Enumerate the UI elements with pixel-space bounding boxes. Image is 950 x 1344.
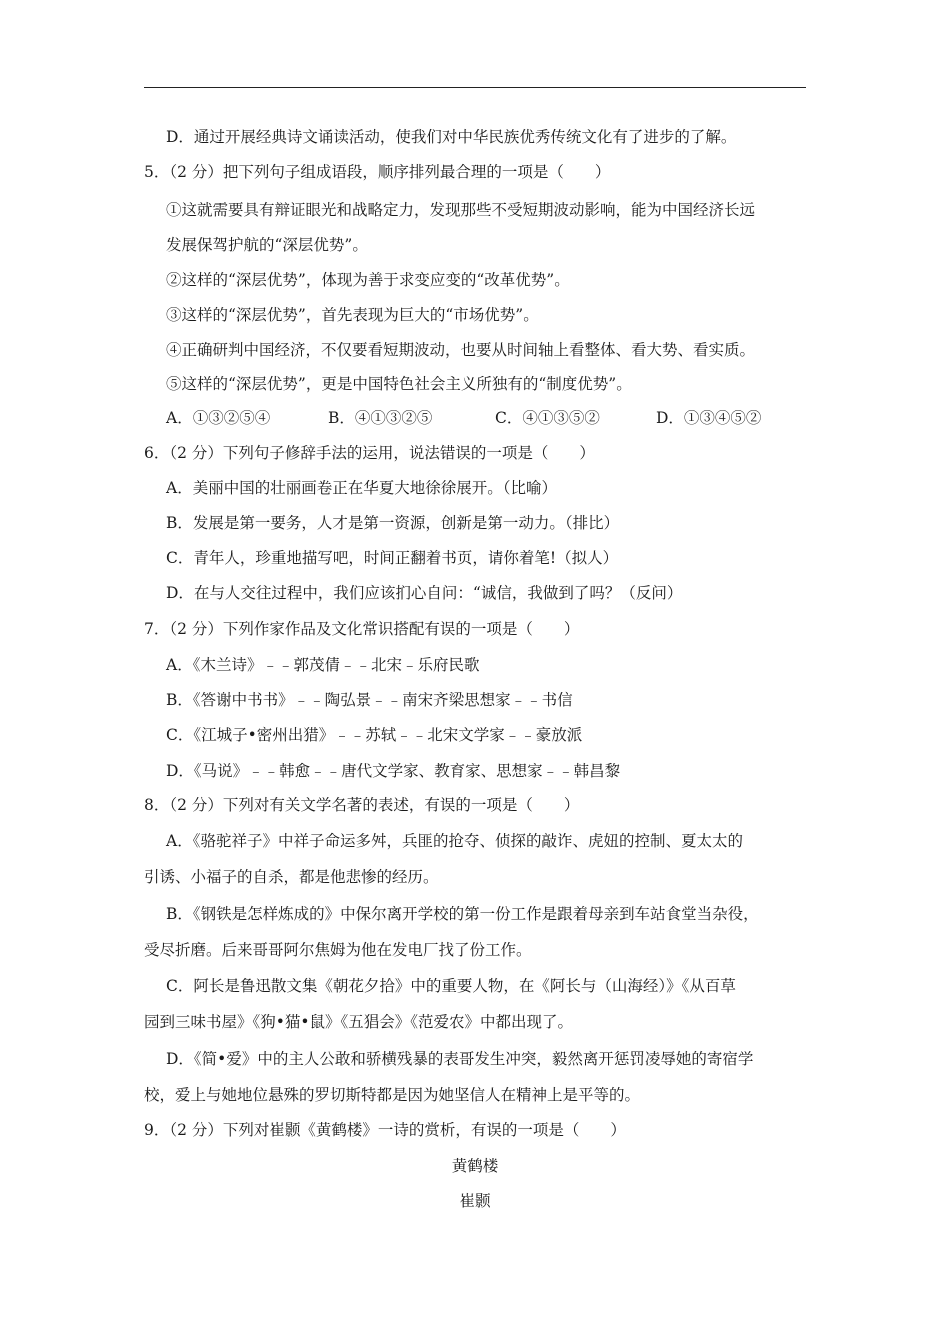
q6-option-c: C．青年人，珍重地描写吧，时间正翻着书页，请你着笔!（拟人）	[166, 549, 619, 567]
q8-option-d: D．《简•爱》中的主人公敢和骄横残暴的表哥发生冲突，毅然离开惩罚凌辱她的寄宿学	[166, 1050, 754, 1068]
q8-option-b-cont: 受尽折磨。后来哥哥阿尔焦姆为他在发电厂找了份工作。	[144, 941, 532, 959]
q7-stem: 7．（2 分）下列作家作品及文化常识搭配有误的一项是（ ）	[144, 620, 580, 638]
q5-stem: 5．（2 分）把下列句子组成语段，顺序排列最合理的一项是（ ）	[144, 163, 611, 181]
q9-stem: 9．（2 分）下列对崔颢《黄鹤楼》一诗的赏析，有误的一项是（ ）	[144, 1121, 626, 1139]
q6-stem: 6．（2 分）下列句子修辞手法的运用，说法错误的一项是（ ）	[144, 444, 595, 462]
q6-option-d: D．在与人交往过程中，我们应该扪心自问：“诚信，我做到了吗？（反问）	[166, 584, 683, 602]
q7-option-d: D．《马说》﹣﹣韩愈﹣﹣唐代文学家、教育家、思想家﹣﹣韩昌黎	[166, 762, 621, 780]
q6-option-a: A．美丽中国的壮丽画卷正在华夏大地徐徐展开。（比喻）	[166, 479, 557, 497]
q8-option-c: C．阿长是鲁迅散文集《朝花夕拾》中的重要人物，在《阿长与（山海经）》《从百草	[166, 977, 736, 995]
poem-author: 崔颢	[459, 1192, 491, 1210]
q5-option-c: C．④①③⑤②	[495, 409, 600, 427]
q5-sentence-1: ①这就需要具有辩证眼光和战略定力，发现那些不受短期波动影响，能为中国经济长远	[166, 201, 756, 219]
q8-option-d-cont: 校，爱上与她地位悬殊的罗切斯特都是因为她坚信人在精神上是平等的。	[144, 1086, 641, 1104]
q5-sentence-3: ③这样的“深层优势”，首先表现为巨大的“市场优势”。	[166, 306, 539, 324]
q7-option-b: B．《答谢中书书》﹣﹣陶弘景﹣﹣南宋齐梁思想家﹣﹣书信	[166, 691, 573, 709]
q8-option-a-cont: 引诱、小福子的自杀，都是他悲惨的经历。	[144, 868, 439, 886]
q6-option-b: B．发展是第一要务，人才是第一资源，创新是第一动力。（排比）	[166, 514, 620, 532]
header-rule	[144, 87, 806, 88]
q8-option-a: A．《骆驼祥子》中祥子命运多舛，兵匪的抢夺、侦探的敲诈、虎妞的控制、夏太太的	[166, 832, 743, 850]
q5-option-d: D．①③④⑤②	[656, 409, 762, 427]
q8-option-c-cont: 园到三味书屋》《狗•猫•鼠》《五猖会》《范爱农》中都出现了。	[144, 1013, 574, 1031]
poem-title: 黄鹤楼	[451, 1157, 499, 1175]
q5-sentence-2: ②这样的“深层优势”，体现为善于求变应变的“改革优势”。	[166, 271, 570, 289]
q5-sentence-1-cont: 发展保驾护航的“深层优势”。	[166, 236, 368, 254]
q4-option-d: D．通过开展经典诗文诵读活动，使我们对中华民族优秀传统文化有了进步的了解。	[166, 128, 737, 146]
q8-option-b: B．《钢铁是怎样炼成的》中保尔离开学校的第一份工作是跟着母亲到车站食堂当杂役，	[166, 905, 759, 923]
q5-sentence-5: ⑤这样的“深层优势”，更是中国特色社会主义所独有的“制度优势”。	[166, 375, 632, 393]
q5-sentence-4: ④正确研判中国经济，不仅要看短期波动，也要从时间轴上看整体、看大势、看实质。	[166, 341, 756, 359]
q8-stem: 8．（2 分）下列对有关文学名著的表述，有误的一项是（ ）	[144, 796, 580, 814]
q5-option-a: A．①③②⑤④	[166, 409, 271, 427]
q5-option-b: B．④①③②⑤	[328, 409, 433, 427]
q7-option-a: A．《木兰诗》﹣﹣郭茂倩﹣﹣北宋﹣乐府民歌	[166, 656, 480, 674]
q7-option-c: C．《江城子•密州出猎》﹣﹣苏轼﹣﹣北宋文学家﹣﹣豪放派	[166, 726, 583, 744]
